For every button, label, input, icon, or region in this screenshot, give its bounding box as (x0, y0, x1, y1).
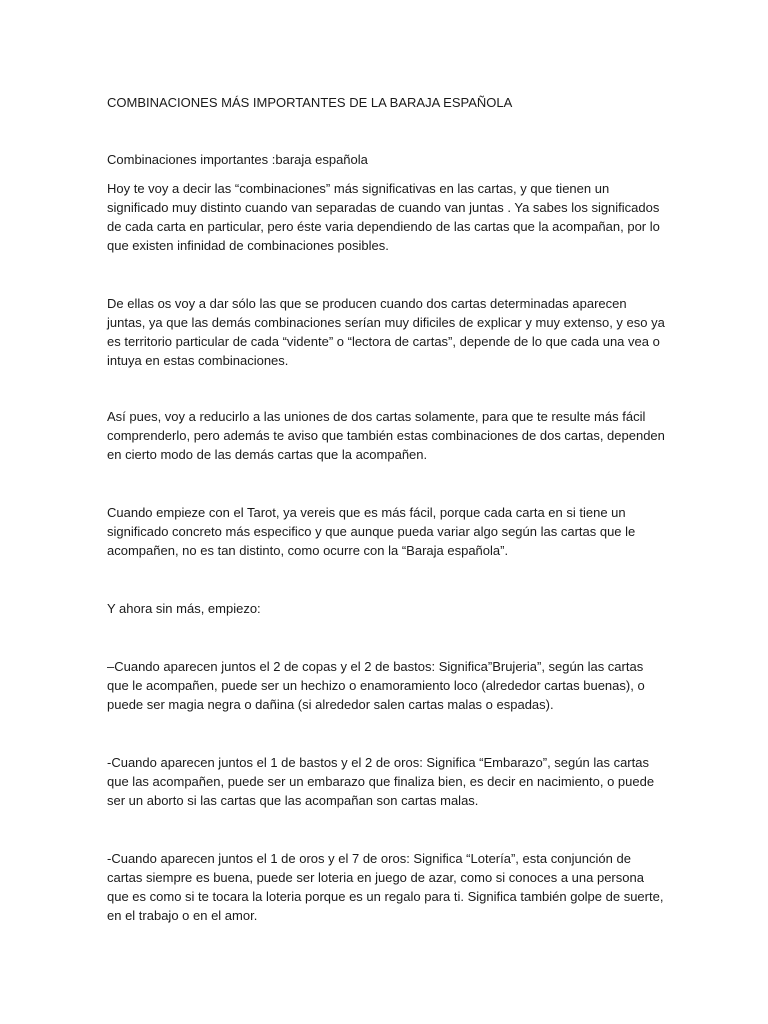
paragraph-tarot-note: Cuando empieze con el Tarot, ya vereis que es más fácil, porque cada carta en si tiene un significado concreto más especifico y que aunque pueda variar algo según las cartas que le acompañen, no es tan distinto, como ocurre con la “Baraja española”. (107, 505, 636, 558)
paragraph-intro: Hoy te voy a decir las “combinaciones” más significativas en las cartas, y que tienen un significado muy distinto cuando van separadas de cuando van juntas . Ya sabes los significados de cada carta en particular, pero éste varia dependiendo de las cartas que la acompañan, por lo que existen infinidad de combinaciones posibles. (107, 181, 660, 253)
paragraph-start: Y ahora sin más, empiezo: (107, 601, 261, 616)
paragraph-brujeria: –Cuando aparecen juntos el 2 de copas y el 2 de bastos: Significa”Brujeria”, según las cartas que le acompañen, puede ser un hechizo o enamoramiento loco (alrededor cartas buenas), o puede ser magia negra o dañina (si alrededor salen cartas malas o espadas). (107, 659, 645, 712)
paragraph-loteria: -Cuando aparecen juntos el 1 de oros y el 7 de oros: Significa “Lotería”, esta conjunción de cartas siempre es buena, puede ser loteria en juego de azar, como si conoces a una persona que es como si te tocara la loteria porque es un regalo para ti. Significa también golpe de suerte, en el trabajo o en el amor. (107, 851, 664, 923)
document-title: COMBINACIONES MÁS IMPORTANTES DE LA BARAJA ESPAÑOLA (107, 95, 513, 110)
paragraph-reduction: Así pues, voy a reducirlo a las uniones de dos cartas solamente, para que te resulte más fácil comprenderlo, pero además te aviso que también estas combinaciones de dos cartas, dependen en cierto modo de las demás cartas que la acompañen. (107, 409, 665, 462)
paragraph-embarazo: -Cuando aparecen juntos el 1 de bastos y el 2 de oros: Significa “Embarazo”, según las cartas que las acompañen, puede ser un embarazo que finaliza bien, es decir en nacimiento, o puede ser un aborto si las cartas que las acompañan son cartas malas. (107, 755, 655, 808)
paragraph-two-card-combinations: De ellas os voy a dar sólo las que se producen cuando dos cartas determinadas aparecen juntas, ya que las demás combinaciones serían muy dificiles de explicar y muy extenso, y eso ya es territorio particular de cada “vidente” o “lectora de cartas”, depende de lo que cada una vea o intuya en estas combinaciones. (107, 296, 665, 368)
document-subtitle: Combinaciones importantes :baraja española (107, 152, 368, 167)
